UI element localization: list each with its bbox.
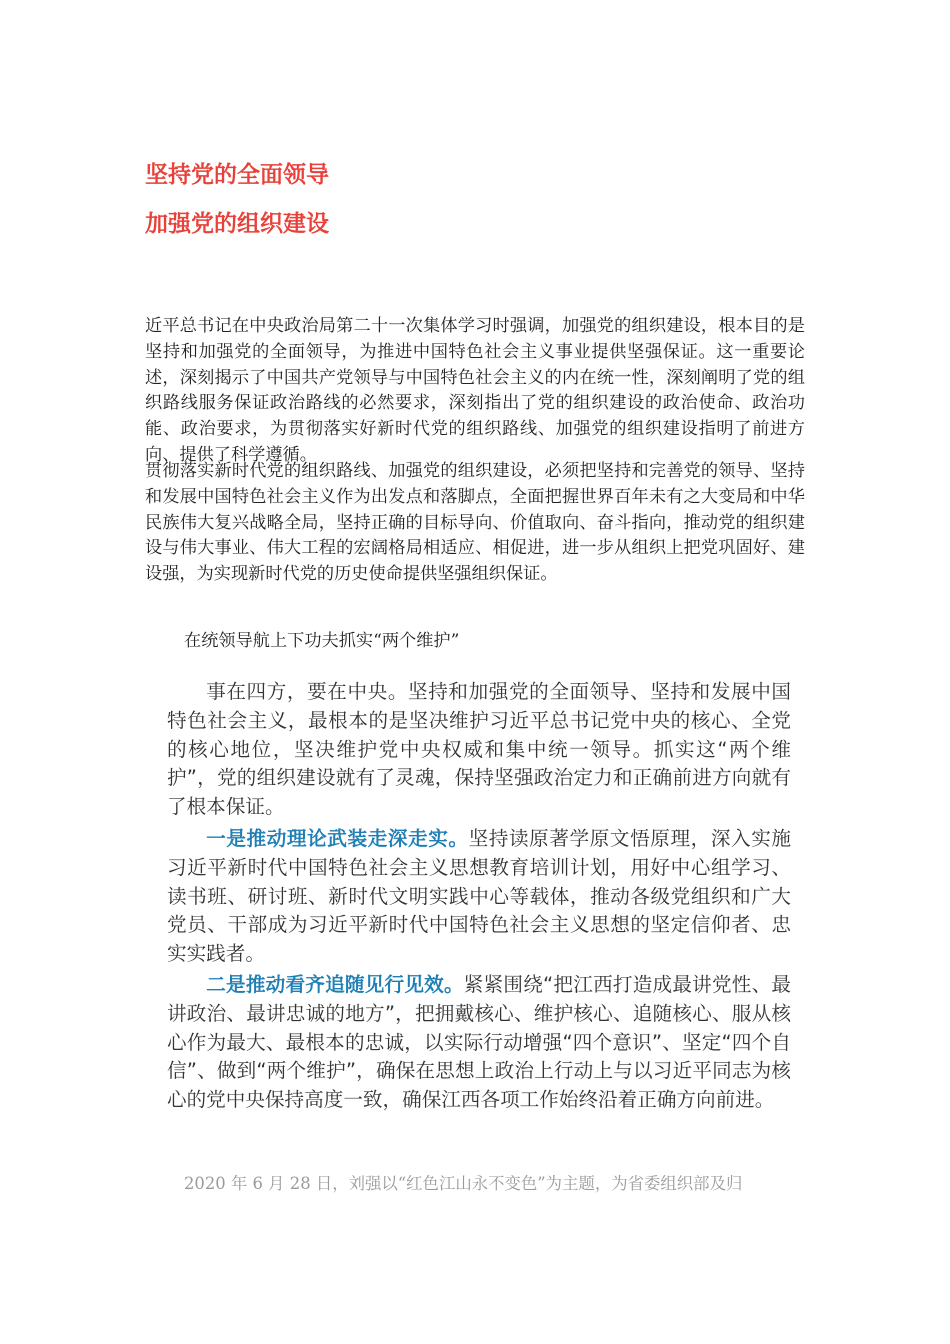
- heading-line-1: 坚持党的全面领导: [145, 162, 329, 188]
- heading-line-2: 加强党的组织建设: [145, 211, 329, 237]
- intro-paragraph-2: 贯彻落实新时代党的组织路线、加强党的组织建设，必须把坚持和完善党的领导、坚持和发展中国特色社会主义作为出发点和落脚点，全面把握世界百年未有之大变局和中华民族伟大复兴战略全局，坚持正确的目标导向、价值取向、奋斗指向，推动党的组织建设与伟大事业、伟大工程的宏阔格局相适应、相促进，进一步从组织上把党巩固好、建设强，为实现新时代党的历史使命提供坚强组织保证。: [145, 461, 805, 585]
- point-1-paragraph: [167, 825, 791, 969]
- point-2-body: 紧紧围绕“把江西打造成最讲党性、最讲政治、最讲忠诚的地方”，把拥戴核心、维护核心、追随核心、服从核心作为最大、最根本的忠诚，以实际行动增强“四个意识”、坚定“四个自信”、做到“两个维护”，确保在思想上政治上行动上与以习近平同志为核心的党中央保持高度一致，确保江西各项工作始终沿着正确方向前进。: [167, 973, 791, 1112]
- section-paragraph-1: 事在四方，要在中央。坚持和加强党的全面领导、坚持和发展中国特色社会主义，最根本的是坚决维护习近平总书记党中央的核心、全党的核心地位，坚决维护党中央权威和集中统一领导。抓实这“两个维护”，党的组织建设就有了灵魂，保持坚强政治定力和正确前进方向就有了根本保证。: [167, 680, 791, 819]
- point-2-lead: 二是推动看齐追随见行见效。: [206, 973, 464, 996]
- section-subheading: 在统领导航上下功夫抓实“两个维护”: [184, 631, 460, 651]
- point-1-body: 坚持读原著学原文悟原理，深入实施习近平新时代中国特色社会主义思想教育培训计划，用好中心组学习、读书班、研讨班、新时代文明实践中心等载体，推动各级党组织和广大党员、干部成为习近平新时代中国特色社会主义思想的坚定信仰者、忠实实践者。: [167, 827, 792, 966]
- intro-paragraph-1: 近平总书记在中央政治局第二十一次集体学习时强调，加强党的组织建设，根本目的是坚持和加强党的全面领导，为推进中国特色社会主义事业提供坚强保证。这一重要论述，深刻揭示了中国共产党领导与中国特色社会主义的内在统一性，深刻阐明了党的组织路线服务保证政治路线的必然要求，深刻指出了党的组织建设的政治使命、政治功能、政治要求，为贯彻落实好新时代党的组织路线、加强党的组织建设指明了前进方向、提供了科学遵循。: [145, 316, 805, 465]
- point-2-paragraph: [167, 971, 791, 1115]
- photo-caption: 2020 年 6 月 28 日，刘强以“红色江山永不变色”为主题，为省委组织部及归: [184, 1174, 743, 1193]
- point-1-lead: 一是推动理论武装走深走实。: [206, 827, 469, 850]
